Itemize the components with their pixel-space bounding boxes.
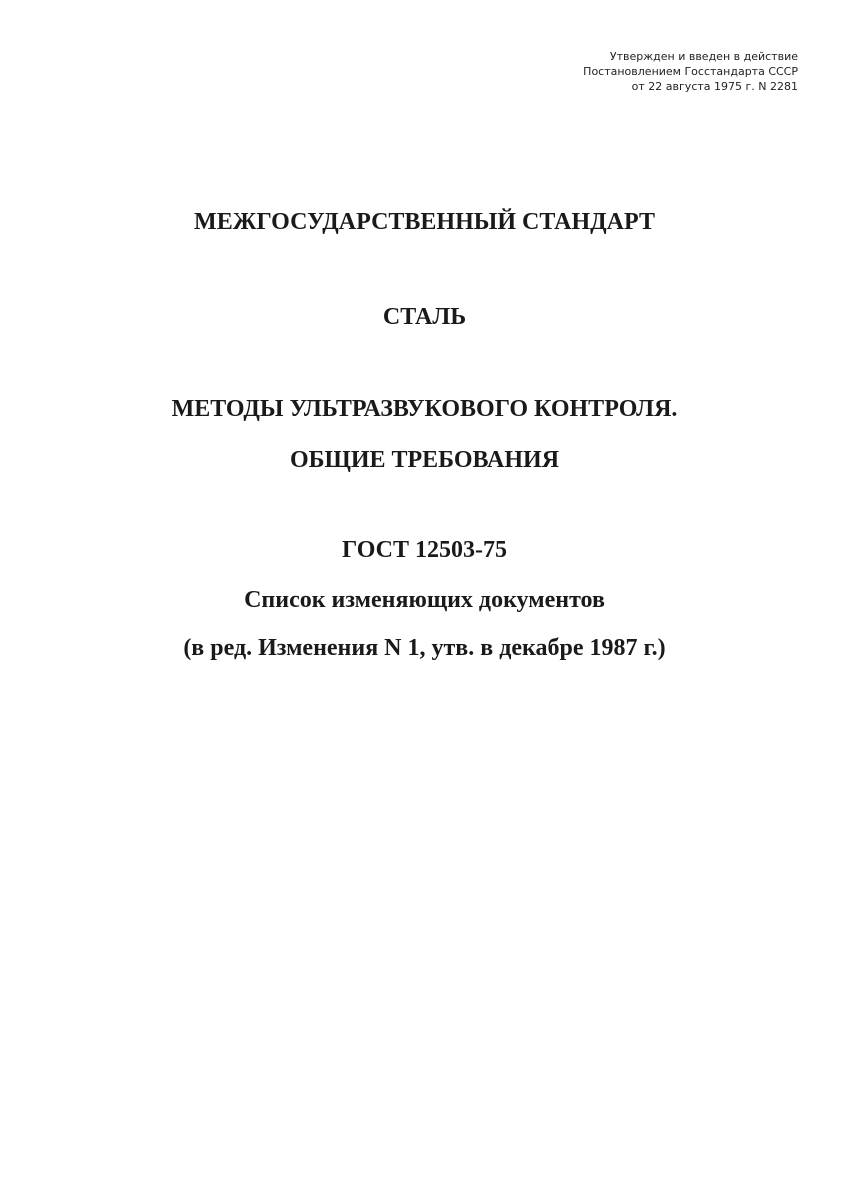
subject-heading: СТАЛЬ <box>382 304 467 330</box>
approval-line-1: Утвержден и введен в действие <box>609 50 798 63</box>
approval-line-3: от 22 августа 1975 г. N 2281 <box>631 80 798 93</box>
changes-list-heading: Список изменяющих документов <box>244 587 605 613</box>
general-requirements-heading: ОБЩИЕ ТРЕБОВАНИЯ <box>289 447 560 473</box>
approval-line-2: Постановлением Госстандарта СССР <box>583 65 798 78</box>
gost-number: ГОСТ 12503-75 <box>342 537 507 563</box>
edition-note: (в ред. Изменения N 1, утв. в декабре 1987 г.) <box>183 635 666 661</box>
methods-heading: МЕТОДЫ УЛЬТРАЗВУКОВОГО КОНТРОЛЯ. <box>171 396 678 422</box>
approval-note <box>438 49 798 94</box>
standard-type-heading: МЕЖГОСУДАРСТВЕННЫЙ СТАНДАРТ <box>194 209 655 235</box>
